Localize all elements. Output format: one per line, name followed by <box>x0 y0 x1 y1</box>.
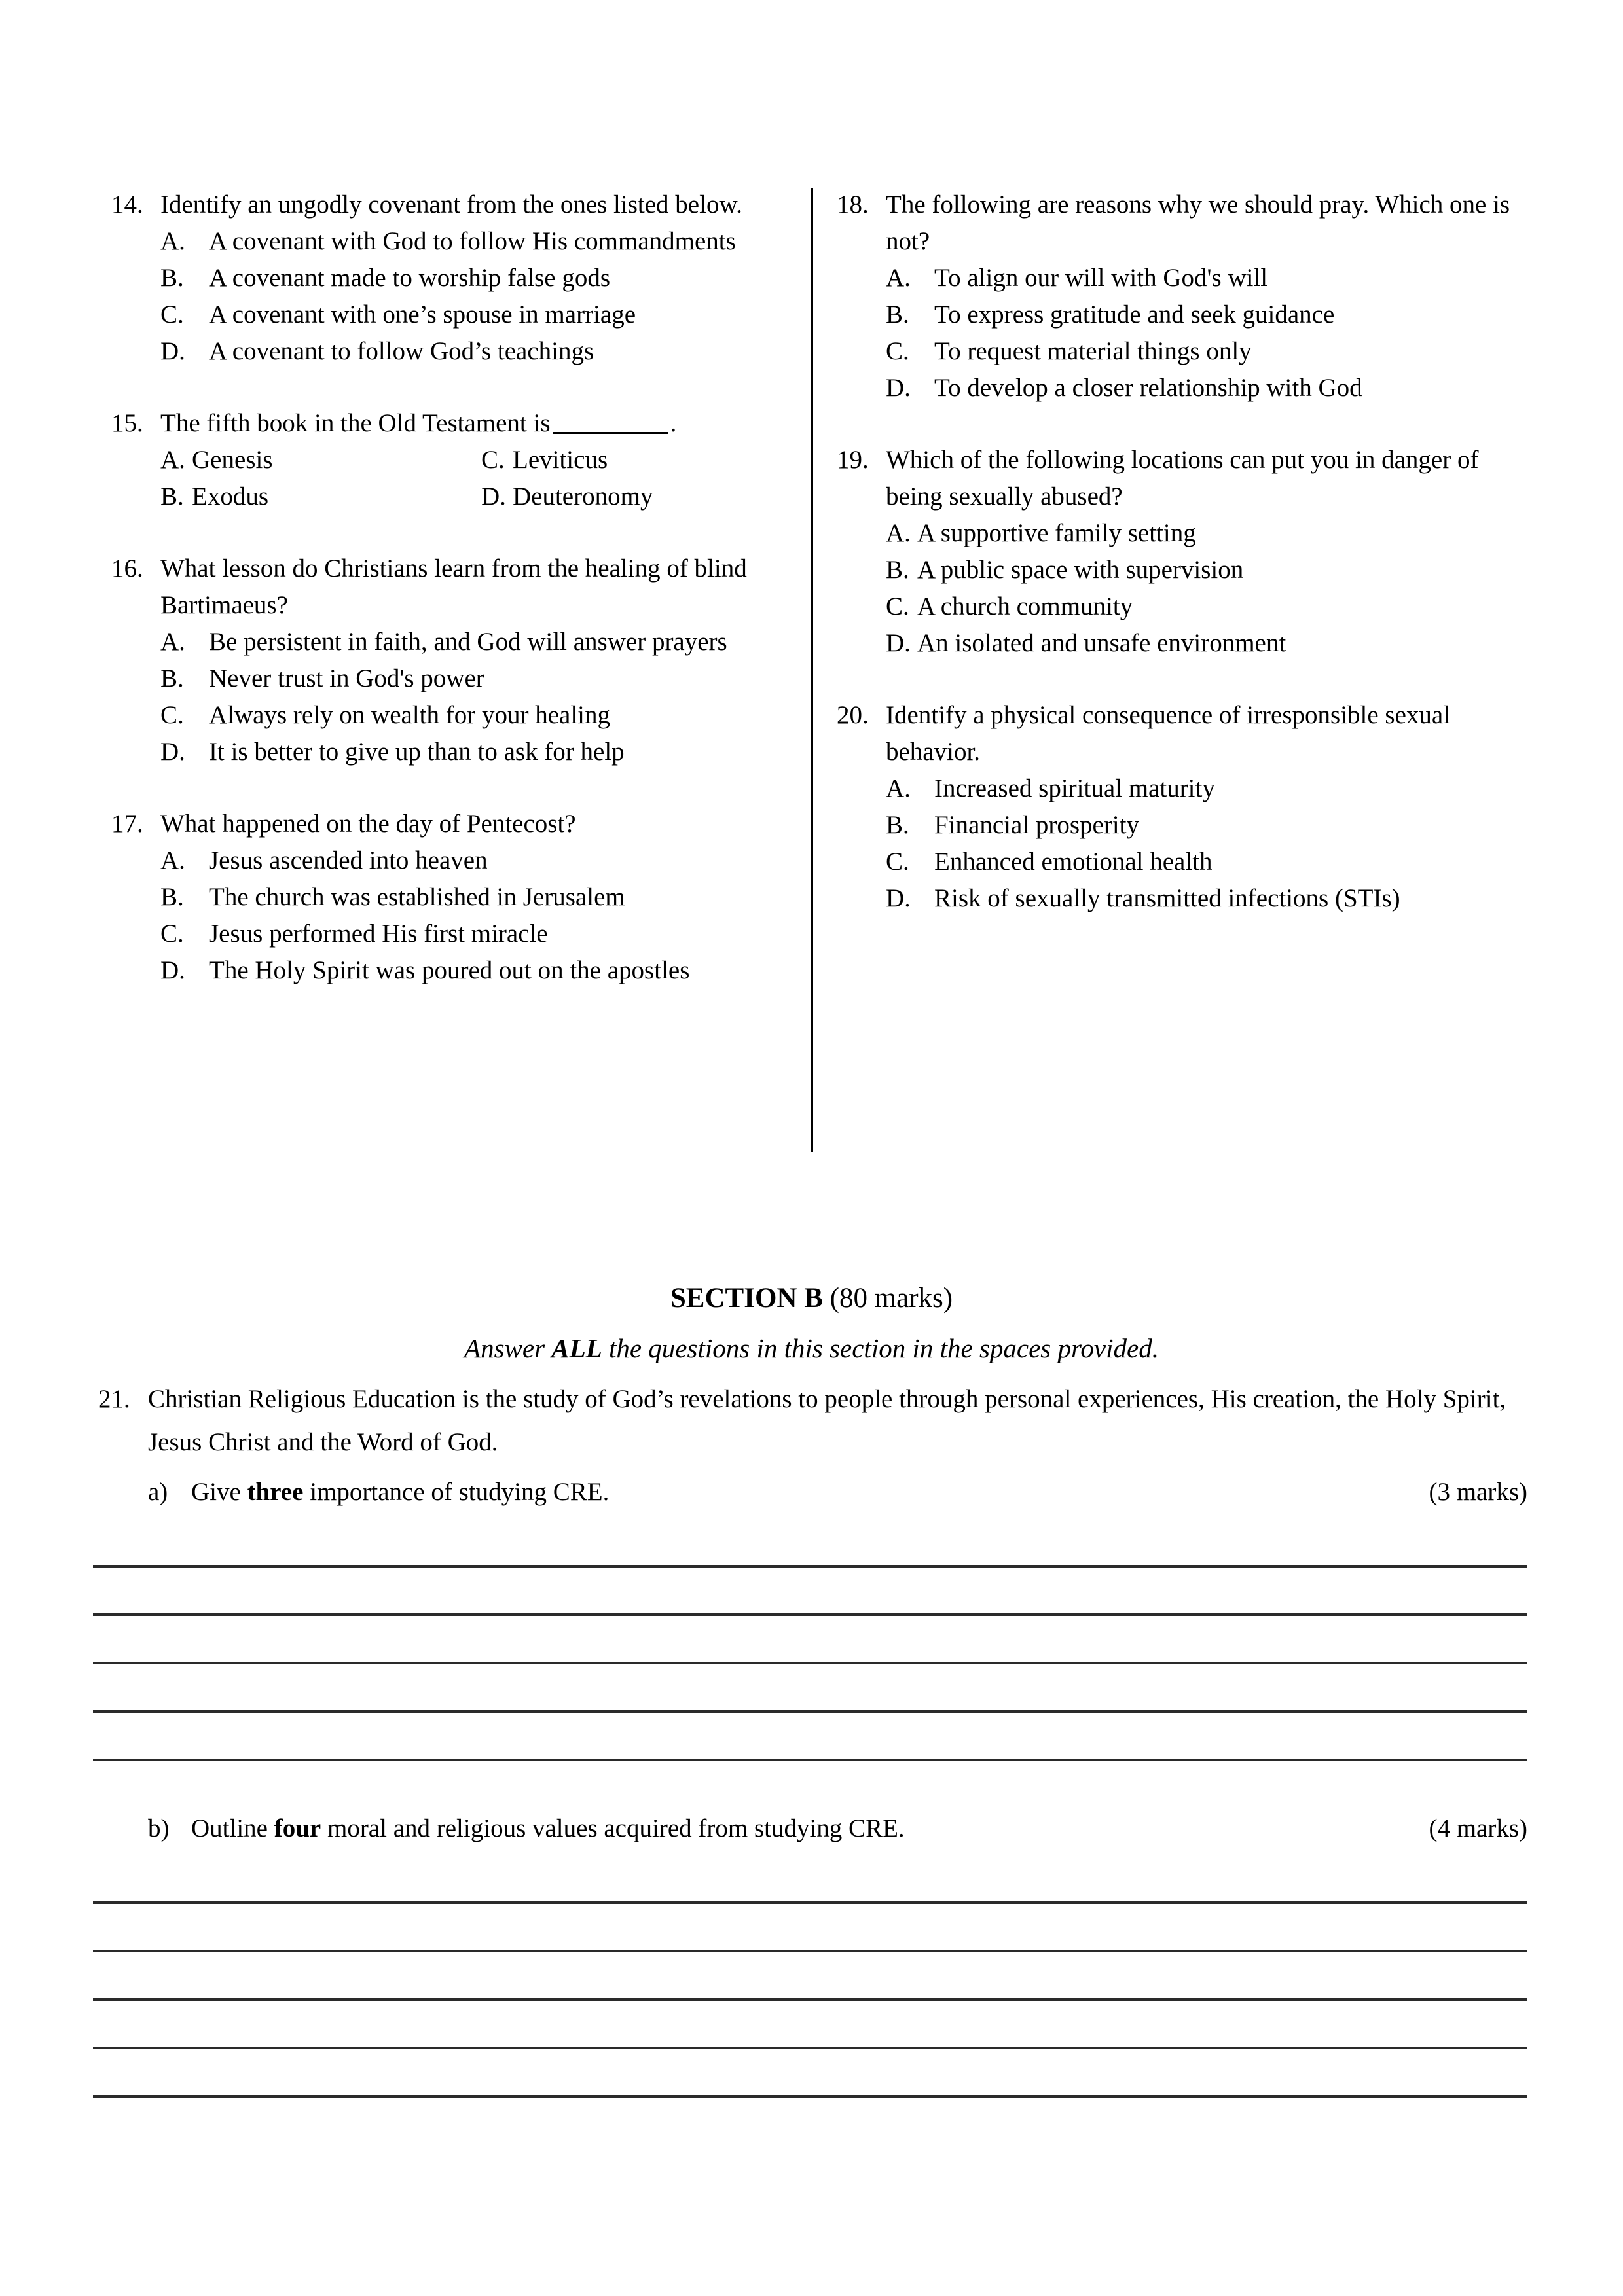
mcq-left-column <box>111 187 779 1019</box>
option-d-text: Deuteronomy <box>513 482 653 511</box>
option-d[interactable] <box>481 478 779 515</box>
question-16-number: 16. <box>111 554 143 583</box>
question-20-options <box>837 770 1518 917</box>
option-b-letter: B. <box>160 883 184 911</box>
answer-line[interactable] <box>93 1528 1527 1568</box>
question-15-text-before-blank: The fifth book in the Old Testament is <box>160 409 551 437</box>
option-b-letter: B. <box>886 300 909 329</box>
part-a-marks: (3 marks) <box>1429 1478 1527 1506</box>
question-17-number: 17. <box>111 810 143 838</box>
answer-line[interactable] <box>93 1865 1527 1904</box>
part-b-text-pre: Outline <box>191 1814 274 1842</box>
option-b-letter: B. <box>160 264 184 292</box>
option-a[interactable] <box>160 442 481 478</box>
option-c-text: A church community <box>917 592 1133 620</box>
option-a-text: Be persistent in faith, and God will answer prayers <box>209 628 727 656</box>
option-a-letter: A. <box>886 519 911 547</box>
option-c[interactable] <box>160 697 779 734</box>
option-a-letter: A. <box>160 628 185 656</box>
question-14-options <box>111 223 779 370</box>
part-a-answer-lines[interactable] <box>93 1528 1527 1761</box>
option-b-letter: B. <box>160 482 184 511</box>
answer-line[interactable] <box>93 1904 1527 1952</box>
question-16-text: What lesson do Christians learn from the healing of blind Bartimaeus? <box>160 554 747 619</box>
option-c-text: Always rely on wealth for your healing <box>209 701 610 729</box>
part-b-text-emphasis: four <box>274 1814 321 1842</box>
part-b-answer-lines[interactable] <box>93 1865 1527 2098</box>
option-a-text: Increased spiritual maturity <box>934 774 1215 802</box>
question-20-head <box>837 697 1518 770</box>
option-c-text: To request material things only <box>934 337 1252 365</box>
question-18-number: 18. <box>837 190 869 219</box>
option-a-letter: A. <box>886 264 911 292</box>
option-d[interactable] <box>886 370 1518 406</box>
question-21-part-a <box>98 1471 1527 1514</box>
option-b-letter: B. <box>886 811 909 839</box>
part-a-text-post: importance of studying CRE. <box>303 1478 610 1506</box>
question-19-head <box>837 442 1518 515</box>
option-a[interactable] <box>886 515 1518 552</box>
question-15-text-after-blank: . <box>670 409 677 437</box>
question-17-head <box>111 806 779 842</box>
question-16 <box>111 550 779 770</box>
part-spacer <box>0 1761 1623 1801</box>
question-15-number: 15. <box>111 409 143 437</box>
question-21-head <box>98 1378 1527 1464</box>
question-14-head <box>111 187 779 223</box>
question-17 <box>111 806 779 989</box>
option-a[interactable] <box>886 770 1518 807</box>
section-b-instruction <box>0 1329 1623 1367</box>
section-b-title <box>0 1280 1623 1318</box>
answer-line[interactable] <box>93 1568 1527 1616</box>
option-a-letter: A. <box>886 774 911 802</box>
option-d[interactable] <box>160 734 779 770</box>
option-b[interactable] <box>160 260 779 296</box>
answer-line[interactable] <box>93 1664 1527 1713</box>
option-b[interactable] <box>160 660 779 697</box>
part-a-text-pre: Give <box>191 1478 247 1506</box>
option-c-letter: C. <box>160 701 184 729</box>
option-a-text: A supportive family setting <box>917 519 1196 547</box>
option-a[interactable] <box>160 624 779 660</box>
option-c[interactable] <box>481 442 779 478</box>
option-b-letter: B. <box>886 556 909 584</box>
question-14 <box>111 187 779 370</box>
question-18-options <box>837 260 1518 406</box>
question-20-text: Identify a physical consequence of irresponsible sexual behavior. <box>886 701 1451 766</box>
option-b[interactable] <box>886 296 1518 333</box>
option-b-text: A public space with supervision <box>917 556 1244 584</box>
question-19-number: 19. <box>837 446 869 474</box>
option-c-letter: C. <box>160 300 184 329</box>
question-16-options <box>111 624 779 770</box>
option-c-text: Leviticus <box>513 446 608 474</box>
option-c[interactable] <box>886 588 1518 625</box>
part-b-marks: (4 marks) <box>1429 1814 1527 1842</box>
question-18-text: The following are reasons why we should pray. Which one is not? <box>886 190 1510 255</box>
option-d-text: Risk of sexually transmitted infections (STIs) <box>934 884 1400 912</box>
option-d-text: It is better to give up than to ask for help <box>209 738 625 766</box>
option-d-letter: D. <box>481 482 506 511</box>
option-d[interactable] <box>160 333 779 370</box>
option-d-text: The Holy Spirit was poured out on the apostles <box>209 956 690 984</box>
question-21-part-b-wrap <box>0 1807 1623 1850</box>
option-d-letter: D. <box>886 629 911 657</box>
question-19-text: Which of the following locations can put you in danger of being sexually abused? <box>886 446 1479 511</box>
option-a-letter: A. <box>160 227 185 255</box>
option-d-text: An isolated and unsafe environment <box>917 629 1286 657</box>
option-b[interactable] <box>886 807 1518 844</box>
option-a-text: A covenant with God to follow His commandments <box>209 227 736 255</box>
fill-in-blank[interactable] <box>553 410 668 434</box>
option-c-letter: C. <box>886 592 909 620</box>
option-d[interactable] <box>886 880 1518 917</box>
question-19-options <box>837 515 1518 662</box>
question-14-number: 14. <box>111 190 143 219</box>
option-d[interactable] <box>886 625 1518 662</box>
option-c-letter: C. <box>481 446 505 474</box>
part-a-letter: a) <box>148 1478 168 1506</box>
option-b-text: Exodus <box>192 482 268 511</box>
option-b[interactable] <box>160 879 779 916</box>
part-a-text <box>191 1471 1429 1514</box>
option-b-text: The church was established in Jerusalem <box>209 883 625 911</box>
question-21 <box>0 1378 1623 1514</box>
answer-line[interactable] <box>93 1713 1527 1761</box>
option-a-text: To align our will with God's will <box>934 264 1268 292</box>
section-b <box>0 1280 1623 2098</box>
question-20-number: 20. <box>837 701 869 729</box>
mcq-right-column <box>837 187 1518 947</box>
option-c[interactable] <box>160 916 779 952</box>
instruction-pre: Answer <box>464 1333 552 1363</box>
question-15-text <box>160 405 779 442</box>
question-21-part-b <box>98 1807 1527 1850</box>
question-16-head <box>111 550 779 624</box>
part-b-text <box>191 1807 1429 1850</box>
option-a-text: Jesus ascended into heaven <box>209 846 488 874</box>
option-b-text: To express gratitude and seek guidance <box>934 300 1335 329</box>
option-b-text: Never trust in God's power <box>209 664 484 692</box>
option-c-text: A covenant with one’s spouse in marriage <box>209 300 636 329</box>
option-c[interactable] <box>886 333 1518 370</box>
option-b-letter: B. <box>160 664 184 692</box>
instruction-emphasis: ALL <box>551 1333 602 1363</box>
option-a[interactable] <box>160 223 779 260</box>
instruction-post: the questions in this section in the spaces provided. <box>602 1333 1159 1363</box>
option-b-text: A covenant made to worship false gods <box>209 264 611 292</box>
question-15-options <box>111 442 779 515</box>
option-c-text: Enhanced emotional health <box>934 848 1213 876</box>
option-d-letter: D. <box>160 337 185 365</box>
question-21-stem: Christian Religious Education is the study of God’s revelations to people through personal experiences, His creation, the Holy Spirit, Jesus Christ and the Word of God. <box>148 1385 1506 1456</box>
question-17-text: What happened on the day of Pentecost? <box>160 810 576 838</box>
option-a-letter: A. <box>160 446 185 474</box>
option-d-letter: D. <box>160 738 185 766</box>
option-b[interactable] <box>886 552 1518 588</box>
option-c[interactable] <box>160 296 779 333</box>
column-divider <box>811 188 813 1152</box>
option-a[interactable] <box>886 260 1518 296</box>
option-d-text: A covenant to follow God’s teachings <box>209 337 594 365</box>
option-c-text: Jesus performed His first miracle <box>209 920 548 948</box>
question-14-text: Identify an ungodly covenant from the ones listed below. <box>160 190 742 219</box>
option-c[interactable] <box>886 844 1518 880</box>
question-19 <box>837 442 1518 662</box>
question-20 <box>837 697 1518 917</box>
answer-line[interactable] <box>93 1952 1527 2001</box>
option-d-letter: D. <box>886 374 911 402</box>
question-18 <box>837 187 1518 406</box>
question-15-head <box>111 405 779 442</box>
option-d-text: To develop a closer relationship with God <box>934 374 1362 402</box>
answer-line[interactable] <box>93 1616 1527 1664</box>
section-b-title-marks: (80 marks) <box>822 1283 953 1314</box>
section-b-title-label: SECTION B <box>670 1283 823 1314</box>
option-b[interactable] <box>160 478 481 515</box>
option-a-letter: A. <box>160 846 185 874</box>
question-18-head <box>837 187 1518 260</box>
answer-line[interactable] <box>93 2001 1527 2049</box>
option-a-text: Genesis <box>192 446 273 474</box>
part-b-text-post: moral and religious values acquired from studying CRE. <box>321 1814 905 1842</box>
option-c-letter: C. <box>160 920 184 948</box>
part-a-text-emphasis: three <box>247 1478 304 1506</box>
question-15 <box>111 405 779 515</box>
option-d-letter: D. <box>886 884 911 912</box>
answer-line[interactable] <box>93 2049 1527 2098</box>
option-d[interactable] <box>160 952 779 989</box>
option-c-letter: C. <box>886 848 909 876</box>
option-d-letter: D. <box>160 956 185 984</box>
option-b-text: Financial prosperity <box>934 811 1140 839</box>
question-17-options <box>111 842 779 989</box>
option-c-letter: C. <box>886 337 909 365</box>
option-a[interactable] <box>160 842 779 879</box>
question-21-number: 21. <box>98 1385 130 1413</box>
part-b-letter: b) <box>148 1814 170 1842</box>
